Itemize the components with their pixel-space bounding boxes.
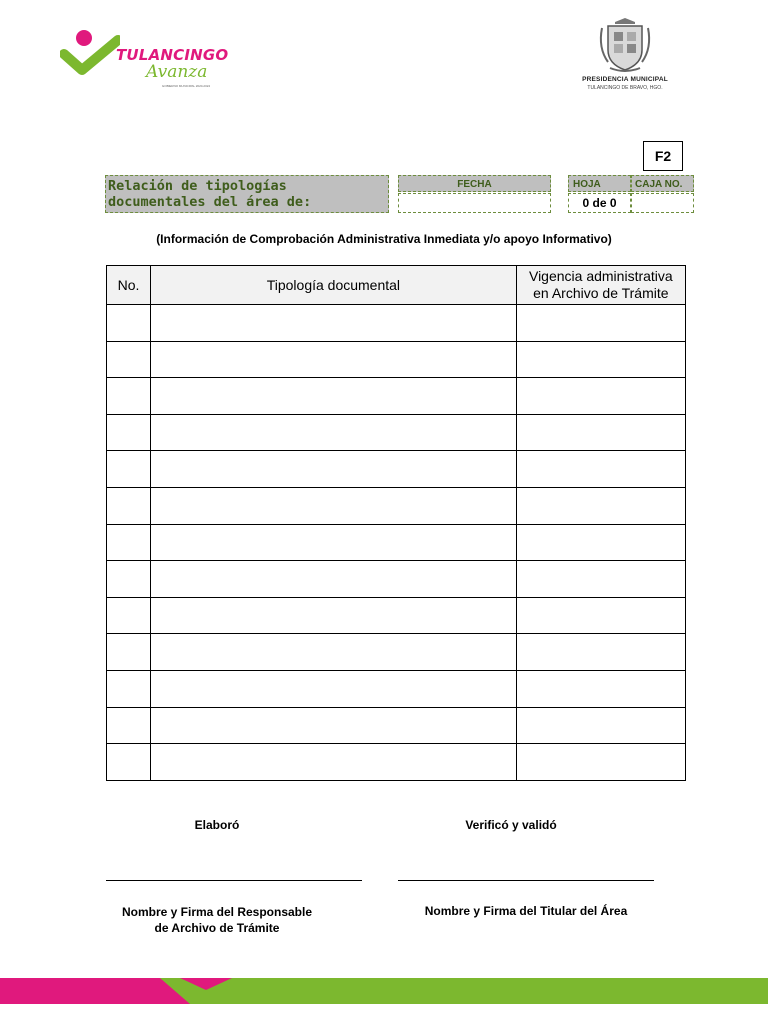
table-row [107, 670, 686, 707]
header-tipologia: Tipología documental [151, 266, 517, 305]
cell-vigencia[interactable] [516, 414, 685, 451]
check-logo-icon [60, 24, 120, 84]
signature-line-left [106, 880, 362, 881]
cell-no[interactable] [107, 634, 151, 671]
cell-vigencia[interactable] [516, 670, 685, 707]
cell-vigencia[interactable] [516, 451, 685, 488]
cell-tipologia[interactable] [151, 634, 517, 671]
table-row [107, 524, 686, 561]
table-row [107, 451, 686, 488]
cell-no[interactable] [107, 707, 151, 744]
fecha-field[interactable] [398, 193, 551, 213]
cell-tipologia[interactable] [151, 378, 517, 415]
cell-tipologia[interactable] [151, 670, 517, 707]
table-row [107, 634, 686, 671]
logo-tagline: GOBIERNO MUNICIPAL 2020-2024 [161, 84, 211, 88]
table-row [107, 341, 686, 378]
cell-vigencia[interactable] [516, 524, 685, 561]
cell-tipologia[interactable] [151, 524, 517, 561]
table-row [107, 378, 686, 415]
titular-name-label: Nombre y Firma del Titular del Área [424, 904, 628, 918]
form-code-box: F2 [643, 141, 683, 171]
tipologias-table [106, 265, 686, 781]
hoja-field[interactable]: 0 de 0 [568, 193, 631, 213]
cell-no[interactable] [107, 305, 151, 342]
table-row [107, 597, 686, 634]
logo-brand-text: TULANCINGO [116, 46, 229, 64]
coat-of-arms-icon [570, 14, 680, 74]
cell-vigencia[interactable] [516, 597, 685, 634]
header-vigencia-line2: en Archivo de Trámite [533, 285, 669, 301]
cell-no[interactable] [107, 378, 151, 415]
cell-tipologia[interactable] [151, 451, 517, 488]
relacion-label [105, 175, 389, 213]
cell-tipologia[interactable] [151, 561, 517, 598]
cell-vigencia[interactable] [516, 561, 685, 598]
table-header-row [107, 266, 686, 305]
cell-no[interactable] [107, 670, 151, 707]
elaboro-label: Elaboró [194, 818, 240, 832]
cell-no[interactable] [107, 451, 151, 488]
table-row [107, 707, 686, 744]
responsable-name-line2: de Archivo de Trámite [154, 921, 280, 935]
cell-vigencia[interactable] [516, 744, 685, 781]
cell-no[interactable] [107, 597, 151, 634]
table-body [107, 305, 686, 781]
header-vigencia-line1: Vigencia administrativa [528, 268, 673, 284]
cell-no[interactable] [107, 487, 151, 524]
cell-vigencia[interactable] [516, 707, 685, 744]
table-row [107, 487, 686, 524]
header-vigencia [516, 266, 685, 305]
table-row [107, 414, 686, 451]
tulancingo-logo [60, 24, 230, 104]
header-no: No. [107, 266, 151, 305]
cell-vigencia[interactable] [516, 341, 685, 378]
cell-tipologia[interactable] [151, 414, 517, 451]
table-row [107, 305, 686, 342]
cell-tipologia[interactable] [151, 341, 517, 378]
cell-vigencia[interactable] [516, 634, 685, 671]
logo-sub-text: Avanza [146, 62, 208, 82]
cell-tipologia[interactable] [151, 487, 517, 524]
cell-tipologia[interactable] [151, 744, 517, 781]
relacion-label-line1: Relación de tipologías [108, 178, 287, 194]
hoja-label: HOJA [568, 175, 631, 192]
responsable-name-line1: Nombre y Firma del Responsable [121, 905, 313, 919]
signature-line-right [398, 880, 654, 881]
cell-tipologia[interactable] [151, 597, 517, 634]
caja-label: CAJA NO. [631, 175, 694, 192]
presidencia-title: PRESIDENCIA MUNICIPAL [582, 76, 668, 83]
presidencia-subtitle: TULANCINGO DE BRAVO, HGO. [587, 85, 663, 91]
cell-vigencia[interactable] [516, 305, 685, 342]
cell-vigencia[interactable] [516, 487, 685, 524]
table-row [107, 744, 686, 781]
table-row [107, 561, 686, 598]
info-line: (Información de Comprobación Administrativa Inmediata y/o apoyo Informativo) [156, 232, 612, 246]
relacion-label-line2: documentales del área de: [108, 194, 312, 210]
cell-tipologia[interactable] [151, 305, 517, 342]
cell-no[interactable] [107, 341, 151, 378]
cell-no[interactable] [107, 744, 151, 781]
verifico-label: Verificó y validó [465, 818, 557, 832]
cell-vigencia[interactable] [516, 378, 685, 415]
cell-tipologia[interactable] [151, 707, 517, 744]
cell-no[interactable] [107, 524, 151, 561]
presidencia-logo [570, 14, 680, 96]
caja-field[interactable] [631, 193, 694, 213]
footer-band [0, 978, 768, 1004]
responsable-name-label [106, 904, 328, 936]
cell-no[interactable] [107, 561, 151, 598]
cell-no[interactable] [107, 414, 151, 451]
fecha-label: FECHA [398, 175, 551, 192]
